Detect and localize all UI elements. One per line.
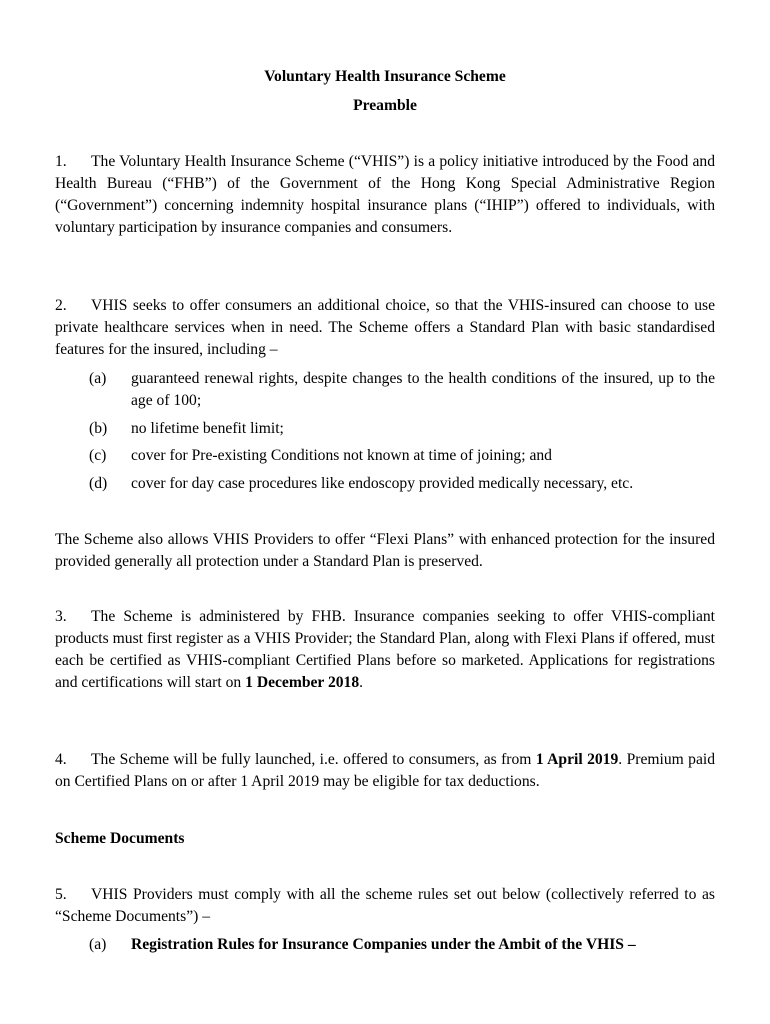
list-item-text: cover for Pre-existing Conditions not known at time of joining; and (131, 447, 552, 464)
list-item-text: Registration Rules for Insurance Companies under the Ambit of the VHIS – (131, 936, 636, 953)
list-item-label: (b) (89, 420, 108, 437)
paragraph-text: The Scheme is administered by FHB. Insurance companies seeking to offer VHIS-compliant products must first register as a VHIS Provider; the Standard Plan, along with Flexi Plans if offered, must each be certified as VHIS-compliant Certified Plans before so marketed. Applications for registrations and certifications will start on (55, 608, 715, 691)
list-item-text: cover for day case procedures like endoscopy provided medically necessary, etc. (131, 475, 634, 492)
list-item-label: (d) (89, 475, 108, 492)
list-item-label: (a) (89, 936, 107, 953)
list-item-label: (a) (89, 370, 107, 387)
flexi-plans-paragraph: The Scheme also allows VHIS Providers to offer “Flexi Plans” with enhanced protection for the insured provided generally all protection under a Standard Plan is preserved. (55, 531, 715, 570)
registration-start-date: 1 December 2018 (245, 674, 360, 691)
list-item-label: (c) (89, 447, 107, 464)
paragraph-end: . (359, 674, 364, 691)
paragraph-4 (55, 749, 715, 793)
paragraph-number: 3. (55, 608, 67, 625)
paragraph-text-after: . Premium paid on Certified Plans on or after 1 April 2019 may be eligible for tax deductions. (55, 751, 716, 790)
paragraph-text: The Scheme will be fully launched, i.e. offered to consumers, as from (91, 751, 536, 768)
paragraph-1 (55, 151, 715, 239)
list-item-text: guaranteed renewal rights, despite changes to the health conditions of the insured, up to the age of 100; (131, 370, 715, 409)
paragraph-3 (55, 606, 715, 694)
paragraph-number: 5. (55, 886, 67, 903)
document-subtitle: Preamble (353, 97, 417, 114)
paragraph-2 (55, 295, 715, 361)
paragraph-text: The Voluntary Health Insurance Scheme (“VHIS”) is a policy initiative introduced by the Food and Health Bureau (“FHB”) of the Government of the Hong Kong Special Administrative Region (“Government”) concerning indemnity hospital insurance plans (“IHIP”) offered to individuals, with voluntary participation by insurance companies and consumers. (55, 153, 715, 236)
list-item-text: no lifetime benefit limit; (131, 420, 284, 437)
paragraph-5 (55, 884, 715, 928)
paragraph-text: VHIS seeks to offer consumers an additional choice, so that the VHIS-insured can choose to use private healthcare services when in need. The Scheme offers a Standard Plan with basic standardised features for the insured, including – (55, 297, 715, 358)
paragraph-number: 2. (55, 297, 67, 314)
paragraph-text: VHIS Providers must comply with all the scheme rules set out below (collectively referred to as “Scheme Documents”) – (55, 886, 715, 925)
launch-date: 1 April 2019 (535, 751, 619, 768)
paragraph-number: 1. (55, 153, 67, 170)
scheme-documents-heading: Scheme Documents (55, 830, 185, 847)
paragraph-number: 4. (55, 751, 67, 768)
document-title: Voluntary Health Insurance Scheme (264, 68, 506, 85)
